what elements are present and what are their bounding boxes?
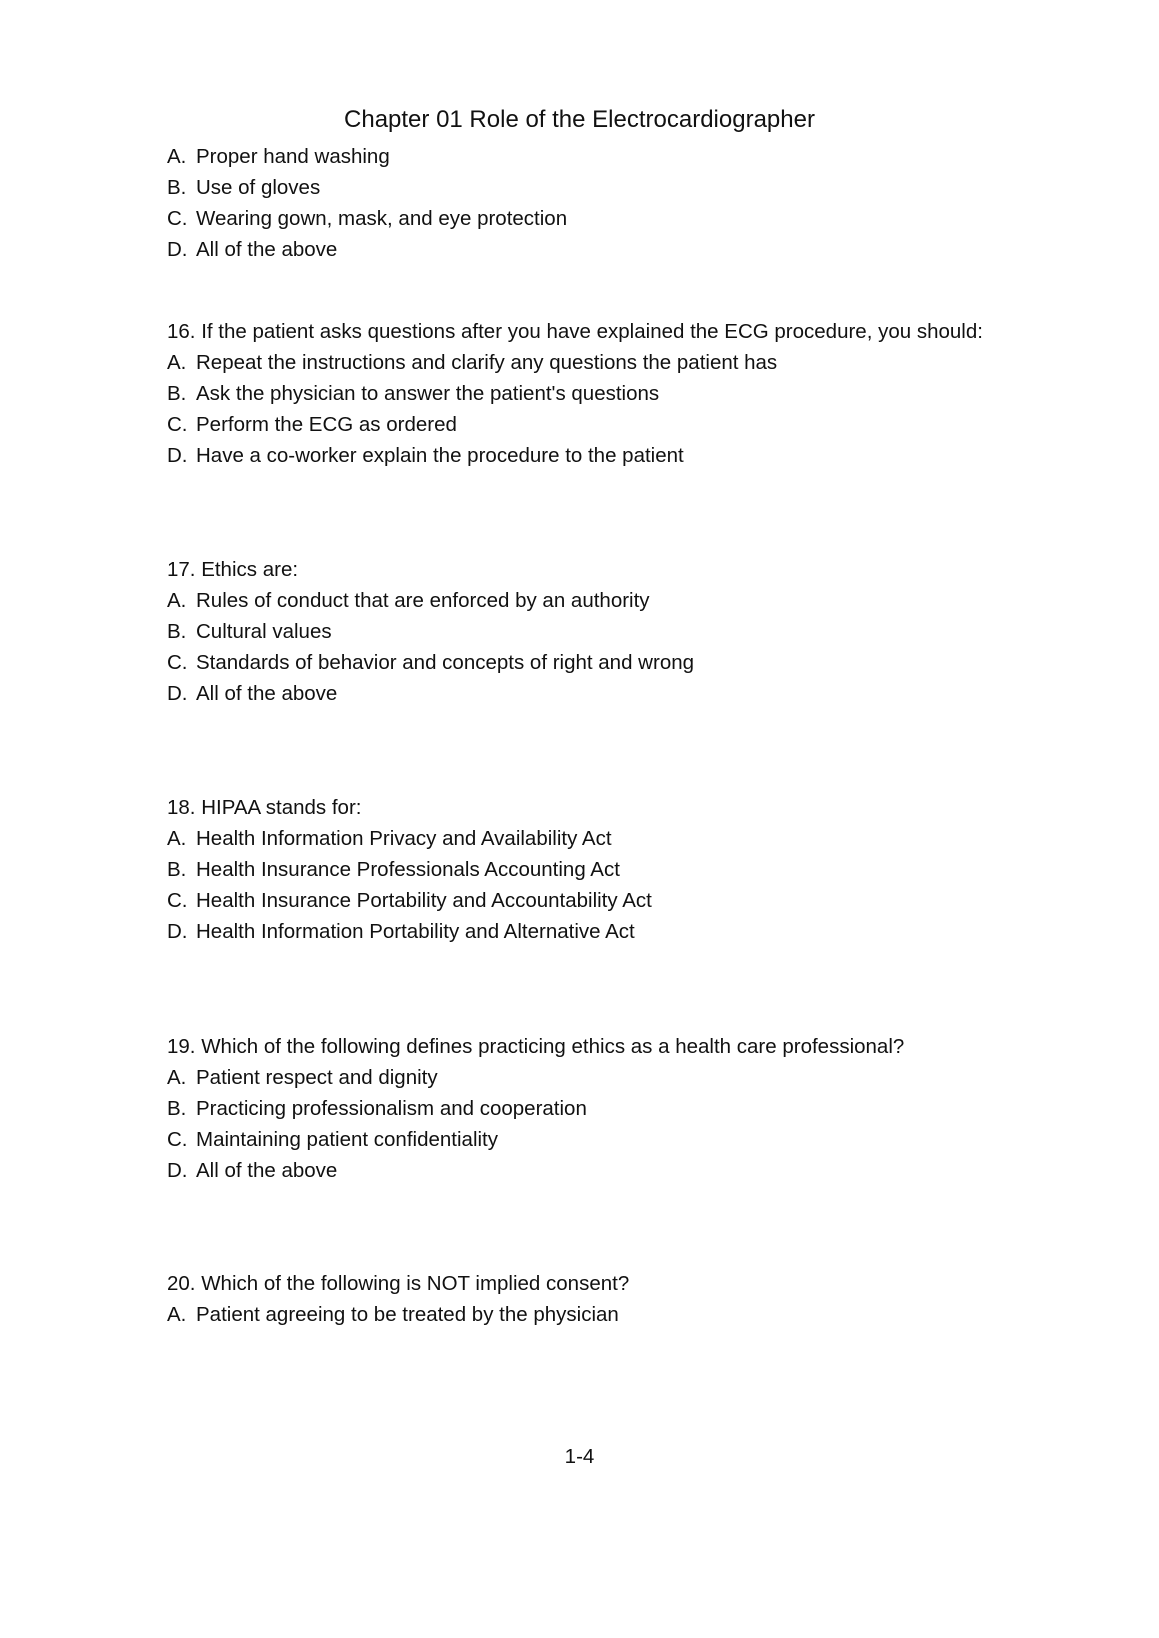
option-item — [167, 916, 1097, 947]
option-item — [167, 203, 1097, 234]
option-letter: A. — [167, 145, 187, 168]
option-text: Patient agreeing to be treated by the physician — [196, 1303, 619, 1326]
question-18 — [167, 792, 1097, 947]
option-text: Maintaining patient confidentiality — [196, 1128, 498, 1151]
option-text: Cultural values — [196, 620, 332, 643]
option-item — [167, 347, 1097, 378]
option-item — [167, 585, 1097, 616]
option-text: Wearing gown, mask, and eye protection — [196, 207, 568, 230]
option-item — [167, 440, 1097, 471]
option-text: Use of gloves — [196, 176, 321, 199]
option-text: All of the above — [196, 238, 338, 261]
option-letter: D. — [167, 1159, 188, 1182]
page-title: Chapter 01 Role of the Electrocardiographer — [344, 106, 815, 133]
option-letter: A. — [167, 827, 187, 850]
option-text: Ask the physician to answer the patient's questions — [196, 382, 660, 405]
option-item — [167, 1124, 1097, 1155]
question-text: 19. Which of the following defines practicing ethics as a health care professional? — [167, 1035, 905, 1058]
option-letter: D. — [167, 920, 188, 943]
question-17 — [167, 554, 1097, 709]
option-text: Health Insurance Portability and Accountability Act — [196, 889, 652, 912]
option-text: Perform the ECG as ordered — [196, 413, 457, 436]
question-20 — [167, 1268, 1097, 1330]
option-item — [167, 1155, 1097, 1186]
option-item — [167, 854, 1097, 885]
option-text: All of the above — [196, 682, 338, 705]
option-text: Health Insurance Professionals Accounting Act — [196, 858, 620, 881]
option-text: Health Information Privacy and Availability Act — [196, 827, 612, 850]
option-letter: D. — [167, 444, 188, 467]
option-text: All of the above — [196, 1159, 338, 1182]
option-text: Patient respect and dignity — [196, 1066, 438, 1089]
option-text: Proper hand washing — [196, 145, 390, 168]
option-item — [167, 823, 1097, 854]
option-item — [167, 172, 1097, 203]
option-letter: B. — [167, 382, 187, 405]
option-text: Standards of behavior and concepts of right and wrong — [196, 651, 695, 674]
option-letter: D. — [167, 238, 188, 261]
option-item — [167, 678, 1097, 709]
option-item — [167, 1062, 1097, 1093]
option-item — [167, 234, 1097, 265]
option-letter: C. — [167, 889, 188, 912]
question-text: 18. HIPAA stands for: — [167, 796, 362, 819]
option-text: Rules of conduct that are enforced by an authority — [196, 589, 650, 612]
option-item — [167, 885, 1097, 916]
option-text: Have a co-worker explain the procedure to the patient — [196, 444, 684, 467]
question-19 — [167, 1031, 1097, 1186]
option-item — [167, 1299, 1097, 1330]
option-item — [167, 1093, 1097, 1124]
option-letter: A. — [167, 351, 187, 374]
page-number: 1-4 — [564, 1445, 595, 1468]
option-letter: A. — [167, 1303, 187, 1326]
option-letter: B. — [167, 858, 187, 881]
option-letter: A. — [167, 1066, 187, 1089]
option-letter: A. — [167, 589, 187, 612]
question-16 — [167, 316, 1097, 471]
option-text: Practicing professionalism and cooperation — [196, 1097, 587, 1120]
option-letter: D. — [167, 682, 188, 705]
option-letter: C. — [167, 207, 188, 230]
question-text: 17. Ethics are: — [167, 558, 299, 581]
option-letter: C. — [167, 651, 188, 674]
option-item — [167, 141, 1097, 172]
option-letter: B. — [167, 1097, 187, 1120]
option-letter: B. — [167, 620, 187, 643]
question-text: 16. If the patient asks questions after you have explained the ECG procedure, you should: — [167, 320, 983, 343]
option-text: Health Information Portability and Alternative Act — [196, 920, 635, 943]
option-item — [167, 616, 1097, 647]
option-item — [167, 647, 1097, 678]
continued-options — [167, 141, 1097, 265]
option-letter: C. — [167, 413, 188, 436]
option-item — [167, 409, 1097, 440]
option-text: Repeat the instructions and clarify any questions the patient has — [196, 351, 778, 374]
option-letter: B. — [167, 176, 187, 199]
option-letter: C. — [167, 1128, 188, 1151]
question-text: 20. Which of the following is NOT implied consent? — [167, 1272, 630, 1295]
option-item — [167, 378, 1097, 409]
